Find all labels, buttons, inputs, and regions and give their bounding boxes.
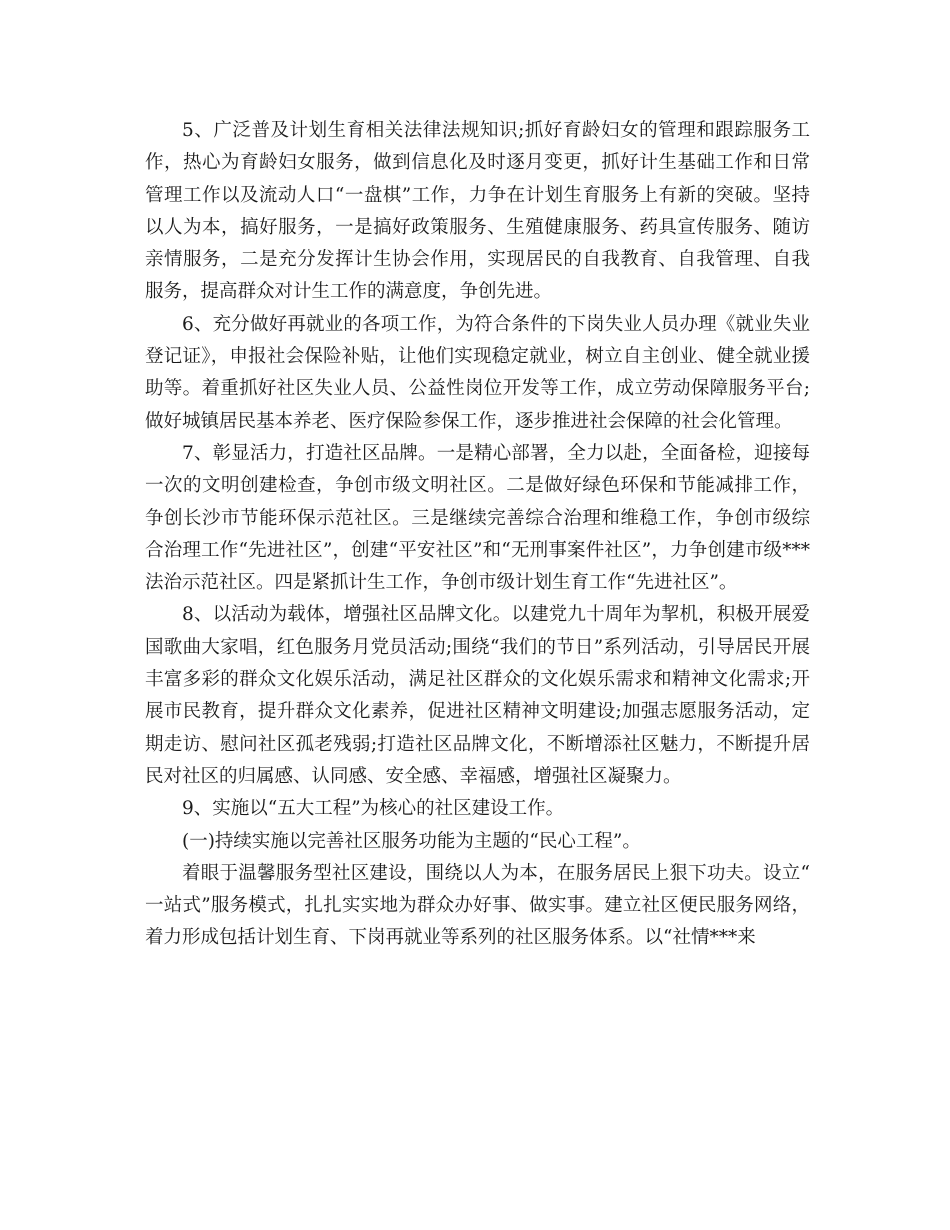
paragraph-heading-minxin: (一)持续实施以完善社区服务功能为主题的“民心工程”。 xyxy=(182,830,641,852)
paragraph-family-planning: 5、广泛普及计划生育相关法律法规知识;抓好育龄妇女的管理和跟踪服务工作，热心为育龄妇女服务，做到信息化及时逐月变更，抓好计生基础工作和日常管理工作以及流动人口“一盘棋”工作，力争在计划生育服务上有新的突破。坚持以人为本，搞好服务，一是搞好政策服务、生殖健康服务、药具宣传服务、随访亲情服务，二是充分发挥计生协会作用，实现居民的自我教育、自我管理、自我服务，提高群众对计生工作的满意度，争创先进。 xyxy=(145,120,810,303)
paragraph-reemployment: 6、充分做好再就业的各项工作，为符合条件的下岗失业人员办理《就业失业登记证》，申报社会保险补贴，让他们实现稳定就业，树立自主创业、健全就业援助等。着重抓好社区失业人员、公益性岗位开发等工作，成立劳动保障服务平台;做好城镇居民基本养老、医疗保险参保工作，逐步推进社会保障的社会化管理。 xyxy=(145,313,810,432)
paragraph-service-community: 着眼于温馨服务型社区建设，围绕以人为本，在服务居民上狠下功夫。设立“一站式”服务模式，扎扎实实地为群众办好事、做实事。建立社区便民服务网络，着力形成包括计划生育、下岗再就业等系列的社区服务体系。以“社情***来 xyxy=(145,862,810,949)
document-body xyxy=(145,115,810,955)
paragraph-five-projects: 9、实施以“五大工程”为核心的社区建设工作。 xyxy=(182,798,565,820)
paragraph-cultural-activities: 8、以活动为载体，增强社区品牌文化。以建党九十周年为挈机，积极开展爱国歌曲大家唱，红色服务月党员活动;围绕“我们的节日”系列活动，引导居民开展丰富多彩的群众文化娱乐活动，满足社区群众的文化娱乐需求和精神文化需求;开展市民教育，提升群众文化素养，促进社区精神文明建设;加强志愿服务活动，定期走访、慰问社区孤老残弱;打造社区品牌文化，不断增添社区魅力，不断提升居民对社区的归属感、认同感、安全感、幸福感，增强社区凝聚力。 xyxy=(145,604,810,787)
paragraph-community-brand: 7、彰显活力，打造社区品牌。一是精心部署，全力以赴，全面备检，迎接每一次的文明创建检查，争创市级文明社区。二是做好绿色环保和节能减排工作，争创长沙市节能环保示范社区。三是继续完善综合治理和维稳工作，争创市级综合治理工作“先进社区”，创建“平安社区”和“无刑事案件社区”，力争创建市级***法治示范社区。四是紧抓计生工作，争创市级计划生育工作“先进社区”。 xyxy=(145,442,810,594)
